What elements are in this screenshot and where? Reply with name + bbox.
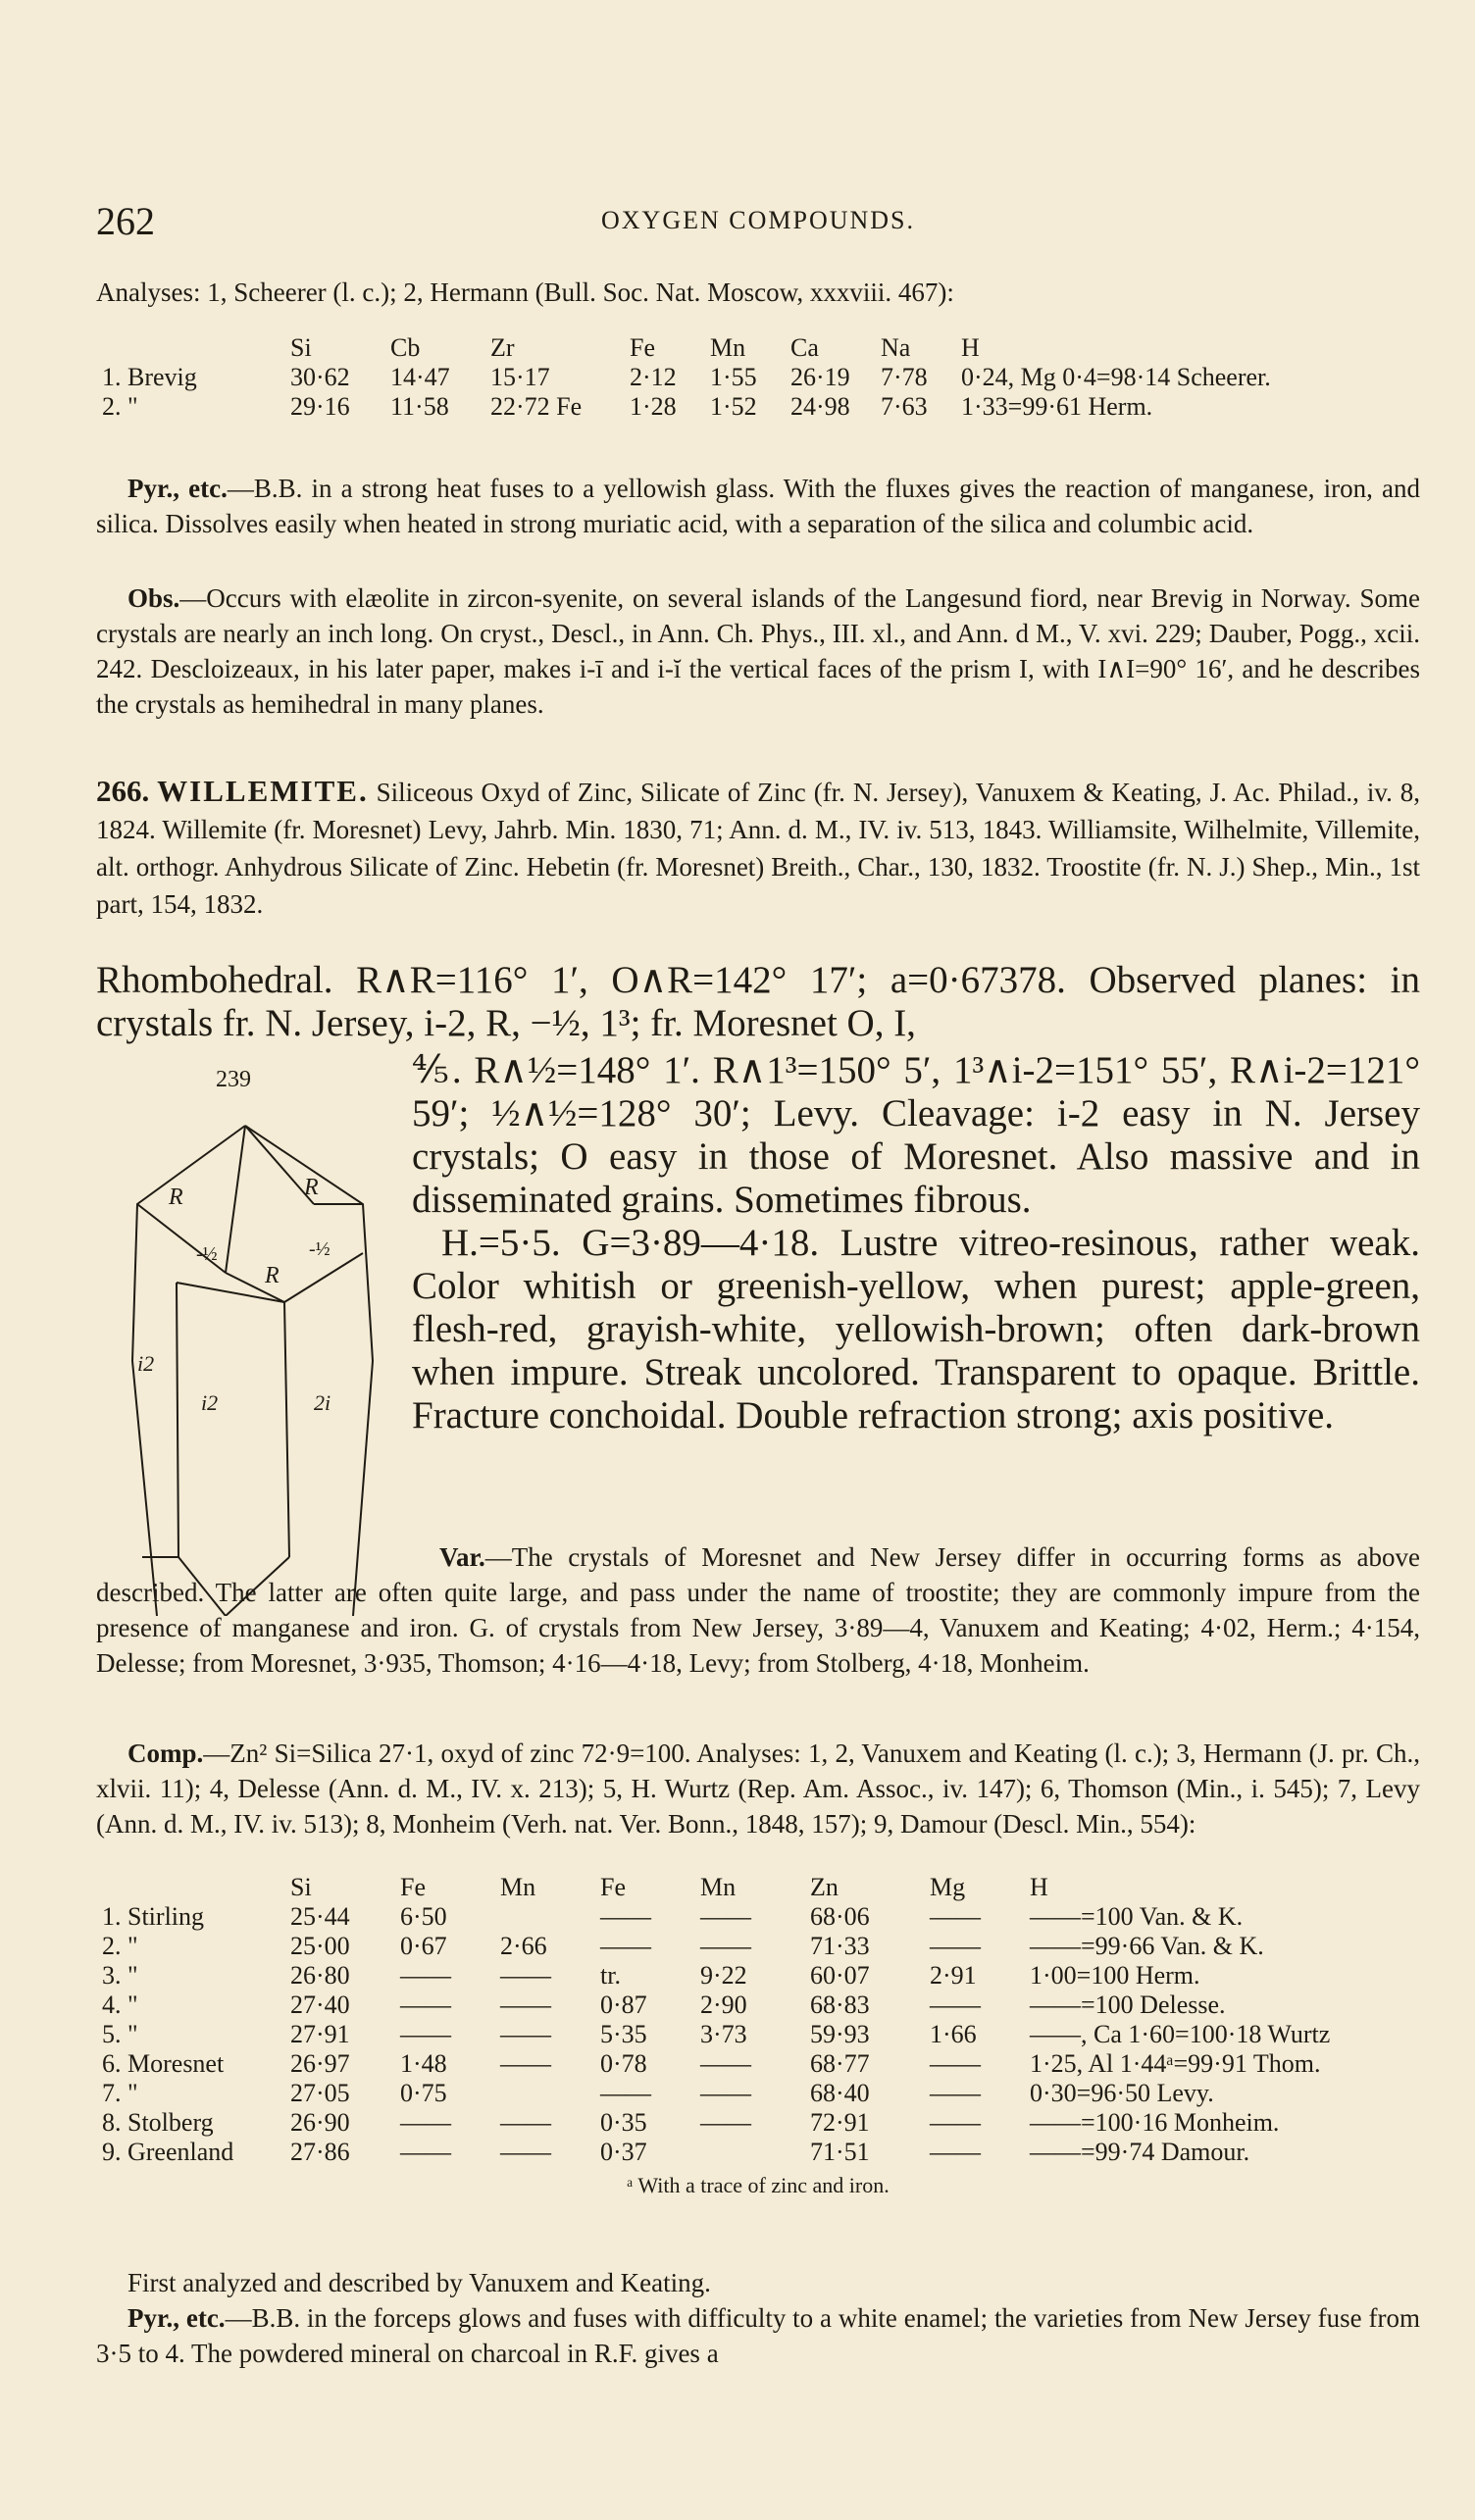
page-number: 262 [96, 199, 155, 243]
table-cell: 22·72 Fe [490, 392, 583, 421]
table-header-cell: Mn [710, 333, 746, 362]
table-cell: 68·40 [810, 2079, 870, 2107]
table-cell: 1. Brevig [102, 363, 197, 391]
table-cell: 9. Greenland [102, 2138, 234, 2166]
table-cell: 29·16 [290, 392, 350, 421]
table-header-cell: Fe [600, 1873, 626, 1901]
table-cell: 59·93 [810, 2020, 870, 2048]
table-cell: 0·24, Mg 0·4=98·14 Scheerer. [961, 363, 1271, 391]
table-cell: 27·86 [290, 2138, 350, 2166]
table-cell: —— [930, 2108, 981, 2137]
table-cell: 0·75 [400, 2079, 447, 2107]
table-cell: —— [400, 1991, 451, 2019]
table-cell: 9·22 [700, 1961, 747, 1990]
table-row [96, 2079, 1336, 2108]
table-cell: 2·12 [630, 363, 677, 391]
table-cell: 1·33=99·61 Herm. [961, 392, 1153, 421]
table-cell: 68·77 [810, 2049, 870, 2078]
table-cell: —— [930, 2079, 981, 2107]
table-cell: —— [500, 2108, 551, 2137]
analyses-intro: Analyses: 1, Scheerer (l. c.); 2, Hermann (Bull. Soc. Nat. Moscow, xxxviii. 467): [96, 277, 954, 307]
face-label: i2 [137, 1351, 155, 1376]
table-cell: 26·90 [290, 2108, 350, 2137]
table-header-cell: Mn [700, 1873, 737, 1901]
table-cell: —— [930, 1902, 981, 1931]
table-cell: 68·06 [810, 1902, 870, 1931]
table-cell: —— [400, 2138, 451, 2166]
table-cell: ——=100 Van. & K. [1030, 1902, 1244, 1931]
table-cell: 72·91 [810, 2108, 870, 2137]
table-cell: —— [930, 1991, 981, 2019]
table-row [96, 1961, 1336, 1991]
table-row [96, 2049, 1336, 2079]
comp-text: —Zn² Si=Silica 27·1, oxyd of zinc 72·9=100. Analyses: 1, 2, Vanuxem and Keating (l. c.); 3, Hermann (J. pr. Ch., xlvii. 11); 4, Delesse (Ann. d. M., IV. x. 213); 5, H. Wurtz (Rep. Am. Assoc., iv. 147); 6, Thomson (Min., i. 545); 7, Levy (Ann. d. M., IV. iv. 513); 8, Monheim (Verh. nat. Ver. Bonn., 1848, 157); 9, Damour (Descl. Min., 554): [96, 1739, 1420, 1839]
table-cell: 0·87 [600, 1991, 647, 2019]
table-header-cell: Mg [930, 1873, 966, 1901]
table-cell: —— [400, 2020, 451, 2048]
table-cell: ——=100·16 Monheim. [1030, 2108, 1280, 2137]
table-cell: ——, Ca 1·60=100·18 Wurtz [1030, 2020, 1331, 2048]
table-cell: 0·78 [600, 2049, 647, 2078]
table-cell: ——=99·66 Van. & K. [1030, 1932, 1264, 1960]
table-cell: 26·80 [290, 1961, 350, 1990]
table-cell: 1. Stirling [102, 1902, 205, 1931]
table-cell: 24·98 [790, 392, 850, 421]
table-row [96, 2138, 1336, 2167]
table-cell [494, 2079, 594, 2108]
table-cell: 26·19 [790, 363, 850, 391]
table-cell: 14·47 [390, 363, 450, 391]
table-cell: 6. Moresnet [102, 2049, 225, 2078]
table-header-row [96, 1873, 1336, 1902]
table-cell: —— [400, 1961, 451, 1990]
mineral-name: WILLEMITE. [157, 774, 369, 808]
table-cell: 25·00 [290, 1932, 350, 1960]
table-header-cell: Si [290, 333, 312, 362]
table-cell: tr. [600, 1961, 621, 1990]
comp-label: Comp. [127, 1739, 204, 1768]
table-cell: 0·30=96·50 Levy. [1030, 2079, 1214, 2107]
face-label: 2i [314, 1390, 331, 1415]
article-heading [96, 773, 1420, 923]
table-cell: 1·55 [710, 363, 757, 391]
table-cell: 8. Stolberg [102, 2108, 214, 2137]
table-cell: 7. " [102, 2079, 138, 2107]
table-cell [694, 2138, 804, 2167]
table-cell: 5·35 [600, 2020, 647, 2048]
table-cell: —— [500, 2020, 551, 2048]
page-header [96, 198, 1420, 247]
table-cell: 2. " [102, 392, 138, 421]
table-cell: —— [500, 1991, 551, 2019]
table-header-cell [96, 1873, 284, 1902]
table-cell: —— [930, 2049, 981, 2078]
obs-label: Obs. [127, 583, 180, 613]
table-cell: 25·44 [290, 1902, 350, 1931]
table-cell: ——=99·74 Damour. [1030, 2138, 1250, 2166]
table-cell: 26·97 [290, 2049, 350, 2078]
table-cell: 1·25, Al 1·44ᵃ=99·91 Thom. [1030, 2049, 1321, 2078]
var-section [96, 1539, 1420, 1681]
table-cell: 2·66 [500, 1932, 547, 1960]
table-cell: 7·78 [881, 363, 928, 391]
table-header-cell [96, 333, 284, 363]
table-cell: 71·33 [810, 1932, 870, 1960]
table-header-cell: Cb [390, 333, 421, 362]
table-cell: —— [500, 1961, 551, 1990]
table-cell: 6·50 [400, 1902, 447, 1931]
table-cell: —— [700, 2108, 751, 2137]
table-cell: 1·52 [710, 392, 757, 421]
table-cell: 3. " [102, 1961, 138, 1990]
face-label: i2 [201, 1390, 219, 1415]
table-header-cell: Mn [500, 1873, 536, 1901]
table-footnote: ᵃ With a trace of zinc and iron. [627, 2173, 890, 2197]
table-cell: 0·67 [400, 1932, 447, 1960]
table-header-cell: Ca [790, 333, 819, 362]
table-cell: ——=100 Delesse. [1030, 1991, 1226, 2019]
table-cell: —— [500, 2049, 551, 2078]
table-cell: —— [930, 2138, 981, 2166]
face-label: R [169, 1184, 183, 1210]
table-header-cell: Zn [810, 1873, 839, 1901]
var-text: —The crystals of Moresnet and New Jersey differ in occurring forms as above described. The latter are often quite large, and pass under the name of troostite; they are commonly impure from the presence of manganese and iron. G. of crystals from New Jersey, 3·89—4, Vanuxem and Keating; 4·02, Herm.; 4·154, Delesse; from Moresnet, 3·935, Thomson; 4·16—4·18, Levy; from Stolberg, 4·18, Monheim. [96, 1542, 1420, 1678]
table-cell: 3·73 [700, 2020, 747, 2048]
table-cell: 1·00=100 Herm. [1030, 1961, 1200, 1990]
first-analyzed-section [96, 2265, 1420, 2300]
obs-text: —Occurs with elæolite in zircon-syenite, on several islands of the Langesund fiord, near Brevig in Norway. Some crystals are nearly an inch long. On cryst., Descl., in Ann. Ch. Phys., III. xl., and Ann. d M., V. xvi. 229; Dauber, Pogg., xcii. 242. Descloizeaux, in his later paper, makes i-ī and i-ĭ the vertical faces of the prism I, with I∧I=90° 16′, and he describes the crystals as hemihedral in many planes. [96, 583, 1420, 719]
table-header-cell: Zr [490, 333, 515, 362]
var-label: Var. [439, 1542, 485, 1572]
table-header-cell: Na [881, 333, 911, 362]
table-cell: 4. " [102, 1991, 138, 2019]
pyr-text: —B.B. in a strong heat fuses to a yellowish glass. With the fluxes gives the reaction of manganese, iron, and silica. Dissolves easily when heated in strong muriatic acid, with a separation of the silica and columbic acid. [96, 474, 1420, 538]
table-cell: 27·05 [290, 2079, 350, 2107]
rhombohedral-intro [96, 959, 1420, 1045]
table-header-row [96, 333, 1277, 363]
table-row [96, 392, 1277, 422]
table-row [96, 1902, 1336, 1932]
table-cell: —— [930, 1932, 981, 1960]
table-cell: 2. " [102, 1932, 138, 1960]
table-header-cell: Fe [400, 1873, 426, 1901]
table-cell: —— [700, 2049, 751, 2078]
running-head: OXYGEN COMPOUNDS. [600, 206, 916, 234]
table-cell: 1·28 [630, 392, 677, 421]
first-analyzed-text: First analyzed and described by Vanuxem and Keating. [127, 2268, 711, 2297]
face-label: R [265, 1263, 280, 1288]
pyr-section-1 [96, 471, 1420, 541]
article-synonymy: Siliceous Oxyd of Zinc, Silicate of Zinc (fr. N. Jersey), Vanuxem & Keating, J. Ac. Philad., iv. 8, 1824. Willemite (fr. Moresnet) Levy, Jahrb. Min. 1830, 71; Ann. d. M., IV. iv. 513, 1843. Williamsite, Wilhelmite, Villemite, alt. orthogr. Anhydrous Silicate of Zinc. Hebetin (fr. Moresnet) Breith., Char., 130, 1832. Troostite (fr. N. J.) Shep., Min., 1st part, 154, 1832. [96, 778, 1421, 919]
table-cell: 2·90 [700, 1991, 747, 2019]
table-header-cell: Si [290, 1873, 312, 1901]
physical-properties: H.=5·5. G=3·89—4·18. Lustre vitreo-resinous, rather weak. Color whitish or greenish-yellow, when purest; apple-green, flesh-red, grayish-white, yellowish-brown; often dark-brown when impure. Streak uncolored. Transparent to opaque. Brittle. Fracture conchoidal. Double refraction strong; axis positive. [412, 1222, 1420, 1436]
table-cell: 11·58 [390, 392, 449, 421]
table-cell: —— [500, 2138, 551, 2166]
table-cell: —— [600, 1902, 651, 1931]
table-row [96, 2020, 1336, 2049]
table-cell: 5. " [102, 2020, 138, 2048]
table-cell: 15·17 [490, 363, 550, 391]
table-row [96, 363, 1277, 392]
obs-section [96, 580, 1420, 722]
table-header-cell: H [961, 333, 980, 362]
comp-section [96, 1736, 1420, 1841]
table-cell: 0·35 [600, 2108, 647, 2137]
pyr-label: Pyr., etc. [127, 474, 228, 503]
face-label: -½ [309, 1238, 331, 1260]
table-cell: 60·07 [810, 1961, 870, 1990]
table-cell: —— [400, 2108, 451, 2137]
table-cell [494, 1902, 594, 1932]
table-cell: 71·51 [810, 2138, 870, 2166]
analyses-table-2 [96, 1873, 1420, 2198]
table-row [96, 1991, 1336, 2020]
table-header-cell: Fe [630, 333, 655, 362]
crystal-description [412, 1049, 1420, 1437]
crystal-angles-text: Rhombohedral. R∧R=116° 1′, O∧R=142° 17′; a=0·67378. Observed planes: in crystals fr. N. Jersey, i-2, R, −½, 1³; fr. Moresnet O, I, [96, 959, 1420, 1044]
table-header-cell: H [1030, 1873, 1048, 1901]
article-number: 266. [96, 774, 150, 808]
table-row [96, 2108, 1336, 2138]
table-cell: 1·48 [400, 2049, 447, 2078]
table-cell: 27·91 [290, 2020, 350, 2048]
pyr-label: Pyr., etc. [127, 2303, 226, 2333]
table-cell: —— [700, 1902, 751, 1931]
table-cell: —— [700, 2079, 751, 2107]
crystal-figure-239 [118, 1067, 412, 1616]
table-cell: 1·66 [930, 2020, 977, 2048]
face-label: -½ [196, 1243, 218, 1265]
table-cell: 0·37 [600, 2138, 647, 2166]
crystal-drawing [118, 1067, 412, 1616]
table-cell: 7·63 [881, 392, 928, 421]
table-cell: 27·40 [290, 1991, 350, 2019]
table-cell: —— [700, 1932, 751, 1960]
planes-text: ⅘. R∧½=148° 1′. R∧1³=150° 5′, 1³∧i-2=151° 55′, R∧i-2=121° 59′; ½∧½=128° 30′; Levy. Cleavage: i-2 easy in N. Jersey crystals; O easy in those of Moresnet. Also massive and in disseminated grains. Sometimes fibrous. [412, 1049, 1420, 1221]
table-cell: 68·83 [810, 1991, 870, 2019]
table-cell: 30·62 [290, 363, 350, 391]
table-cell: 2·91 [930, 1961, 977, 1990]
table-cell: —— [600, 1932, 651, 1960]
table-row [96, 1932, 1336, 1961]
face-label: R [304, 1175, 319, 1200]
table-cell: —— [600, 2079, 651, 2107]
pyr-section-2 [96, 2300, 1420, 2371]
figure-number: 239 [216, 1067, 251, 1092]
pyr-text: —B.B. in the forceps glows and fuses with difficulty to a white enamel; the varieties from New Jersey fuse from 3·5 to 4. The powdered mineral on charcoal in R.F. gives a [96, 2303, 1420, 2368]
analyses-table-1 [96, 333, 1420, 422]
